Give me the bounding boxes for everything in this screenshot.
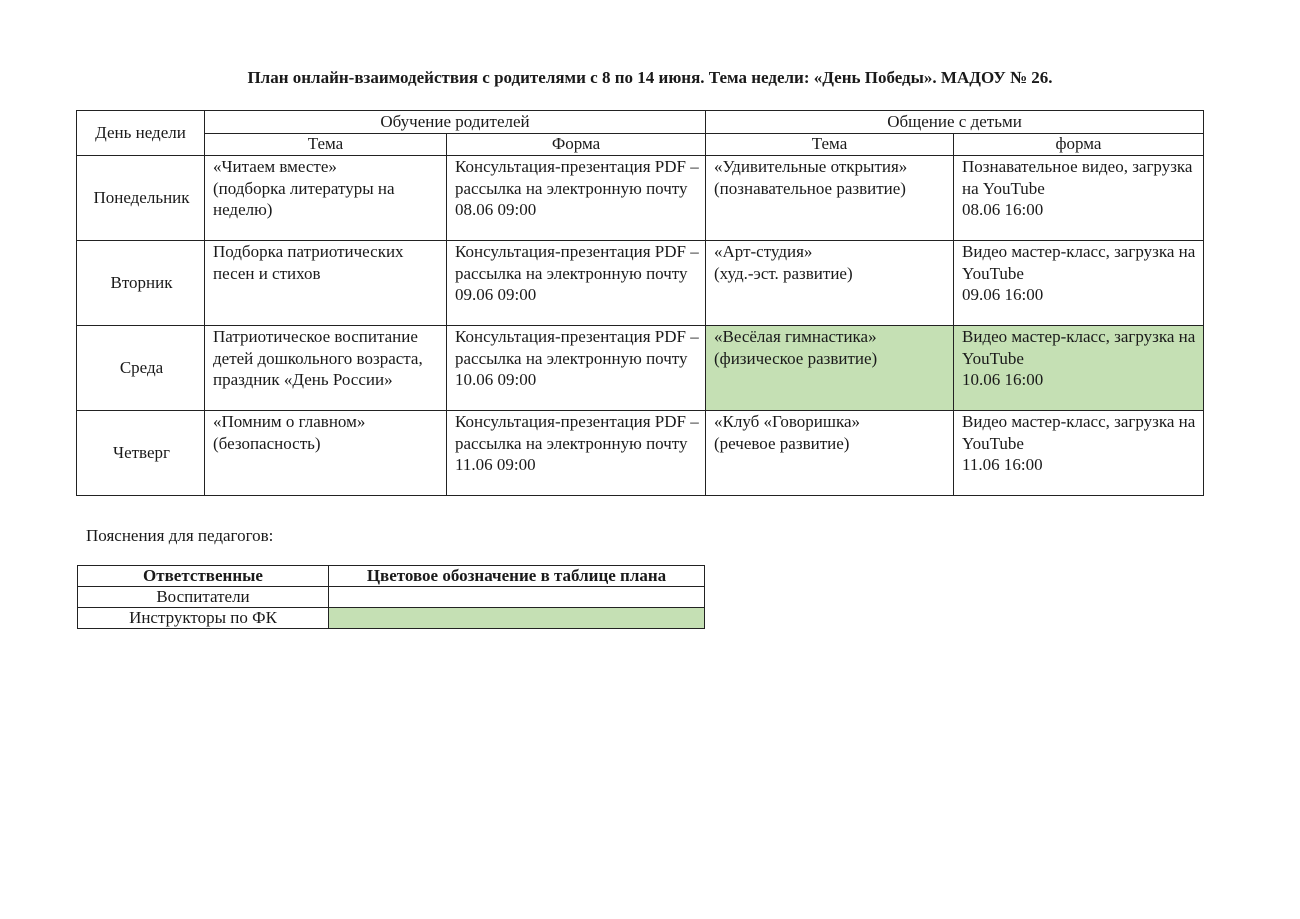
parents-form-cell: Консультация-презентация PDF – рассылка на электронную почту 10.06 09:00	[447, 326, 706, 411]
day-cell: Вторник	[77, 241, 205, 326]
children-form-cell: Видео мастер-класс, загрузка на YouTube 11.06 16:00	[954, 411, 1204, 496]
legend-label: Воспитатели	[78, 587, 329, 608]
color-legend-table	[77, 565, 705, 629]
table-row	[77, 411, 1204, 496]
legend-header-responsible: Ответственные	[78, 566, 329, 587]
header-row-groups	[77, 111, 1204, 134]
header-day: День недели	[77, 111, 205, 156]
parents-form-cell: Консультация-презентация PDF – рассылка на электронную почту 09.06 09:00	[447, 241, 706, 326]
legend-row	[78, 608, 705, 629]
header-parents-group: Обучение родителей	[205, 111, 706, 134]
plan-table	[76, 110, 1204, 496]
parents-form-cell: Консультация-презентация PDF – рассылка на электронную почту 08.06 09:00	[447, 156, 706, 241]
header-parents-form: Форма	[447, 133, 706, 156]
parents-topic-cell: «Читаем вместе» (подборка литературы на неделю)	[205, 156, 447, 241]
legend-row	[78, 587, 705, 608]
parents-topic-cell: Патриотическое воспитание детей дошкольного возраста, праздник «День России»	[205, 326, 447, 411]
legend-header-color: Цветовое обозначение в таблице плана	[329, 566, 705, 587]
children-topic-cell: «Удивительные открытия» (познавательное развитие)	[706, 156, 954, 241]
children-topic-cell-highlighted: «Весёлая гимнастика» (физическое развитие)	[706, 326, 954, 411]
parents-form-cell: Консультация-презентация PDF – рассылка на электронную почту 11.06 09:00	[447, 411, 706, 496]
legend-label: Инструкторы по ФК	[78, 608, 329, 629]
children-form-cell-highlighted: Видео мастер-класс, загрузка на YouTube 10.06 16:00	[954, 326, 1204, 411]
legend-color-swatch	[329, 587, 705, 608]
table-row	[77, 241, 1204, 326]
day-cell: Понедельник	[77, 156, 205, 241]
header-parents-topic: Тема	[205, 133, 447, 156]
day-cell: Четверг	[77, 411, 205, 496]
children-form-cell: Познавательное видео, загрузка на YouTube 08.06 16:00	[954, 156, 1204, 241]
children-topic-cell: «Клуб «Говоришка» (речевое развитие)	[706, 411, 954, 496]
header-children-group: Общение с детьми	[706, 111, 1204, 134]
legend-header-row	[78, 566, 705, 587]
header-children-topic: Тема	[706, 133, 954, 156]
header-children-form: форма	[954, 133, 1204, 156]
parents-topic-cell: Подборка патриотических песен и стихов	[205, 241, 447, 326]
table-row	[77, 326, 1204, 411]
children-topic-cell: «Арт-студия» (худ.-эст. развитие)	[706, 241, 954, 326]
legend-color-swatch	[329, 608, 705, 629]
page-title: План онлайн-взаимодействия с родителями с 8 по 14 июня. Тема недели: «День Победы». МАДОУ № 26.	[247, 68, 1053, 87]
teacher-notes-label: Пояснения для педагогов:	[86, 526, 274, 545]
children-form-cell: Видео мастер-класс, загрузка на YouTube 09.06 16:00	[954, 241, 1204, 326]
parents-topic-cell: «Помним о главном» (безопасность)	[205, 411, 447, 496]
header-row-columns	[77, 133, 1204, 156]
day-cell: Среда	[77, 326, 205, 411]
table-row	[77, 156, 1204, 241]
